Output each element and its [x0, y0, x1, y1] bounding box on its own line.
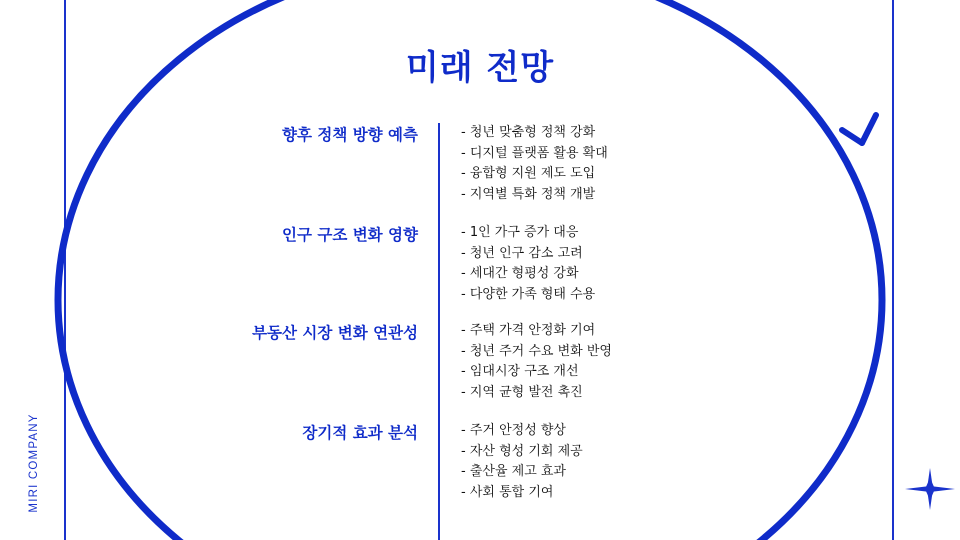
list-item: - 주거 안정성 향상	[461, 423, 566, 438]
list-item: - 디지털 플랫폼 활용 확대	[461, 145, 608, 161]
section-item-list	[461, 223, 595, 305]
list-item: - 청년 맞춤형 정책 강화	[461, 125, 596, 140]
list-item: - 청년 주거 수요 변화 반영	[461, 343, 612, 359]
section-real-estate-market	[0, 321, 960, 411]
list-item: - 융합형 지원 제도 도입	[461, 166, 596, 181]
section-item-list	[461, 321, 612, 403]
section-heading: 부동산 시장 변화 연관성	[252, 324, 418, 342]
section-policy-direction	[0, 123, 960, 213]
list-item: - 자산 형성 기회 제공	[461, 443, 583, 459]
list-item: - 임대시장 구조 개선	[461, 364, 579, 379]
list-item: - 세대간 형평성 강화	[461, 266, 579, 281]
section-heading: 인구 구조 변화 영향	[282, 226, 418, 244]
list-item: - 지역별 특화 정책 개발	[461, 186, 596, 202]
brand-label: MIRI COMPANY	[28, 413, 40, 513]
page-title: 미래 전망	[405, 48, 555, 88]
list-item: - 1인 가구 증가 대응	[461, 225, 579, 240]
section-long-term-effects	[0, 421, 960, 511]
list-item: - 출산율 제고 효과	[461, 464, 566, 479]
section-item-list	[461, 421, 583, 503]
section-item-list	[461, 123, 608, 205]
list-item: - 청년 인구 감소 고려	[461, 245, 583, 261]
list-item: - 사회 통합 기여	[461, 484, 554, 500]
list-item: - 지역 균형 발전 촉진	[461, 384, 583, 400]
section-heading: 장기적 효과 분석	[302, 424, 418, 442]
list-item: - 다양한 가족 형태 수용	[461, 286, 596, 302]
section-population-structure	[0, 223, 960, 313]
section-heading: 향후 정책 방향 예측	[282, 126, 418, 144]
list-item: - 주택 가격 안정화 기여	[461, 323, 596, 338]
